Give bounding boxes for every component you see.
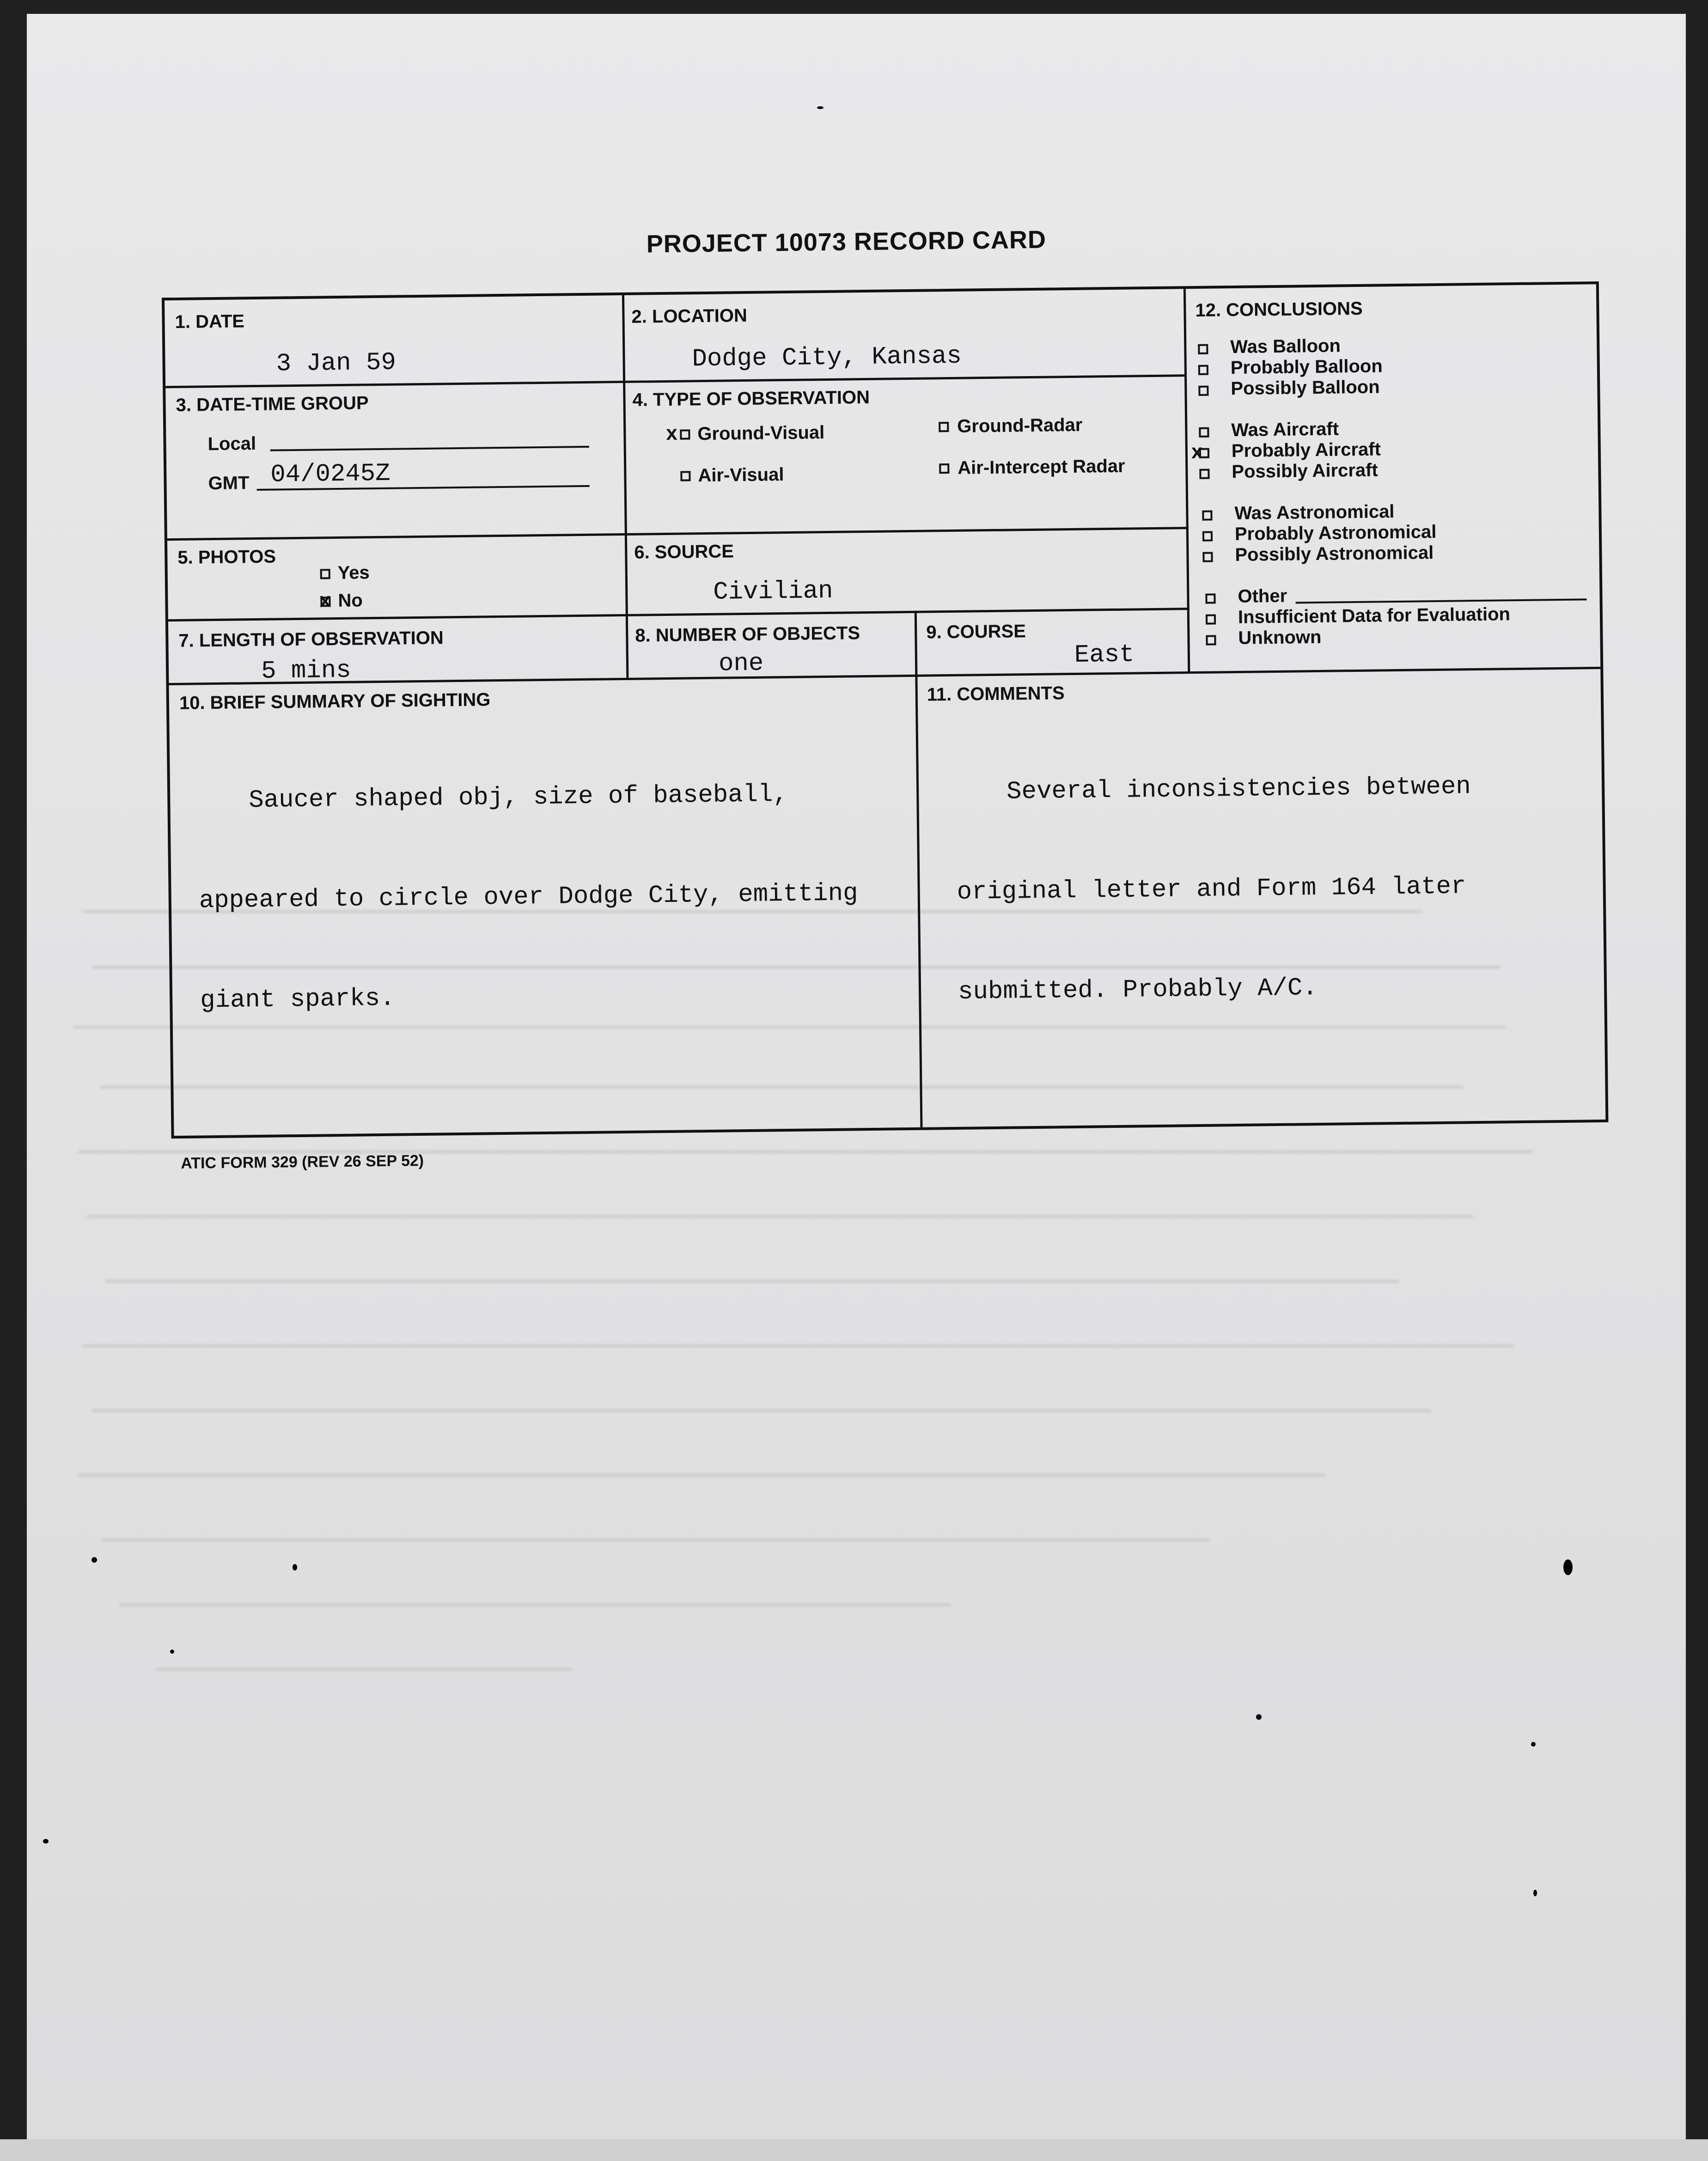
option-was-aircraft: Was Aircraft bbox=[1231, 419, 1339, 441]
option-ground-radar: Ground-Radar bbox=[957, 414, 1083, 437]
checkbox-photos-yes bbox=[320, 569, 330, 579]
card-title: PROJECT 10073 RECORD CARD bbox=[646, 225, 1047, 258]
brief-summary-line: appeared to circle over Dodge City, emitting bbox=[199, 879, 858, 915]
option-insufficient-data: Insufficient Data for Evaluation bbox=[1238, 604, 1511, 627]
checkbox-probably-balloon bbox=[1198, 365, 1208, 375]
option-other: Other bbox=[1238, 585, 1287, 607]
checkbox-ground-visual bbox=[680, 429, 690, 439]
date-value: 3 Jan 59 bbox=[276, 348, 396, 378]
option-probably-aircraft: Probably Aircraft bbox=[1231, 439, 1381, 462]
course-value: East bbox=[1074, 640, 1135, 670]
checkbox-possibly-balloon bbox=[1198, 386, 1208, 396]
divider bbox=[625, 527, 1189, 536]
paper-sheet bbox=[27, 14, 1686, 2139]
record-card bbox=[133, 200, 1641, 1172]
scan-speck bbox=[1533, 1890, 1537, 1896]
local-label: Local bbox=[207, 433, 256, 455]
option-was-astronomical: Was Astronomical bbox=[1234, 501, 1395, 524]
date-label: 1. DATE bbox=[175, 311, 245, 332]
check-mark: x bbox=[1191, 440, 1203, 463]
scan-speck bbox=[1563, 1559, 1573, 1575]
photos-label: 5. PHOTOS bbox=[177, 546, 276, 568]
comments-line: original letter and Form 164 later bbox=[957, 872, 1466, 907]
option-probably-balloon: Probably Balloon bbox=[1230, 356, 1383, 378]
gmt-value: 04/0245Z bbox=[270, 459, 390, 489]
source-label: 6. SOURCE bbox=[634, 541, 734, 563]
checkbox-insufficient-data bbox=[1206, 614, 1216, 624]
type-of-observation-label: 4. TYPE OF OBSERVATION bbox=[632, 387, 870, 410]
location-label: 2. LOCATION bbox=[631, 305, 748, 327]
checkbox-air-visual bbox=[680, 471, 690, 481]
option-possibly-aircraft: Possibly Aircraft bbox=[1232, 460, 1379, 482]
option-probably-astronomical: Probably Astronomical bbox=[1234, 522, 1437, 544]
option-was-balloon: Was Balloon bbox=[1230, 335, 1341, 358]
number-of-objects-value: one bbox=[718, 649, 764, 678]
scan-speck bbox=[43, 1839, 49, 1844]
checkbox-probably-aircraft bbox=[1199, 448, 1209, 458]
comments-label: 11. COMMENTS bbox=[927, 683, 1065, 705]
scan-speck bbox=[1256, 1714, 1262, 1720]
date-time-group-label: 3. DATE-TIME GROUP bbox=[176, 393, 369, 415]
comments-text bbox=[955, 704, 1474, 1076]
length-of-observation-label: 7. LENGTH OF OBSERVATION bbox=[178, 627, 444, 651]
divider bbox=[915, 611, 918, 676]
other-underline bbox=[1296, 598, 1587, 603]
brief-summary-line: Saucer shaped obj, size of baseball, bbox=[248, 780, 788, 815]
scan-speck bbox=[92, 1557, 97, 1563]
option-possibly-balloon: Possibly Balloon bbox=[1231, 377, 1380, 399]
option-possibly-astronomical: Possibly Astronomical bbox=[1235, 542, 1434, 565]
option-unknown: Unknown bbox=[1238, 627, 1322, 648]
option-air-intercept-radar: Air-Intercept Radar bbox=[958, 456, 1125, 478]
check-mark: x bbox=[666, 421, 678, 444]
conclusions-label: 12. CONCLUSIONS bbox=[1195, 298, 1363, 321]
divider bbox=[167, 533, 625, 541]
comments-line: Several inconsistencies between bbox=[1006, 773, 1471, 806]
checkbox-ground-radar bbox=[939, 422, 949, 432]
scan-speck bbox=[293, 1564, 297, 1571]
scan-speck bbox=[170, 1650, 174, 1654]
brief-summary-text bbox=[197, 711, 860, 1084]
length-of-observation-value: 5 mins bbox=[261, 656, 351, 686]
option-air-visual: Air-Visual bbox=[698, 464, 784, 486]
option-ground-visual: Ground-Visual bbox=[697, 422, 825, 444]
divider bbox=[622, 295, 628, 679]
number-of-objects-label: 8. NUMBER OF OBJECTS bbox=[635, 623, 860, 646]
checkbox-was-astronomical bbox=[1202, 511, 1212, 521]
scan-speck bbox=[817, 106, 824, 109]
checkbox-other bbox=[1205, 593, 1215, 603]
checkbox-was-aircraft bbox=[1199, 427, 1209, 438]
local-underline bbox=[270, 446, 589, 451]
divider bbox=[1183, 289, 1190, 672]
checkbox-was-balloon bbox=[1198, 344, 1208, 354]
brief-summary-label: 10. BRIEF SUMMARY OF SIGHTING bbox=[179, 689, 491, 713]
checkbox-air-intercept-radar bbox=[939, 463, 949, 474]
check-mark: x bbox=[319, 589, 331, 612]
scan-edge bbox=[0, 2139, 1708, 2161]
course-label: 9. COURSE bbox=[926, 621, 1026, 643]
divider bbox=[169, 667, 1600, 685]
option-photos-no: No bbox=[338, 590, 363, 611]
checkbox-possibly-aircraft bbox=[1199, 469, 1209, 479]
checkbox-possibly-astronomical bbox=[1202, 552, 1213, 562]
location-value: Dodge City, Kansas bbox=[692, 342, 962, 374]
checkbox-probably-astronomical bbox=[1202, 531, 1213, 542]
form-number: ATIC FORM 329 (REV 26 SEP 52) bbox=[181, 1151, 424, 1172]
brief-summary-line: giant sparks. bbox=[200, 984, 395, 1015]
option-photos-yes: Yes bbox=[337, 562, 370, 584]
comments-line: submitted. Probably A/C. bbox=[958, 974, 1318, 1006]
scan-speck bbox=[1531, 1742, 1536, 1747]
source-value: Civilian bbox=[713, 577, 833, 607]
card-frame bbox=[162, 281, 1608, 1138]
checkbox-unknown bbox=[1206, 635, 1216, 645]
divider bbox=[915, 676, 922, 1128]
gmt-label: GMT bbox=[208, 473, 250, 494]
